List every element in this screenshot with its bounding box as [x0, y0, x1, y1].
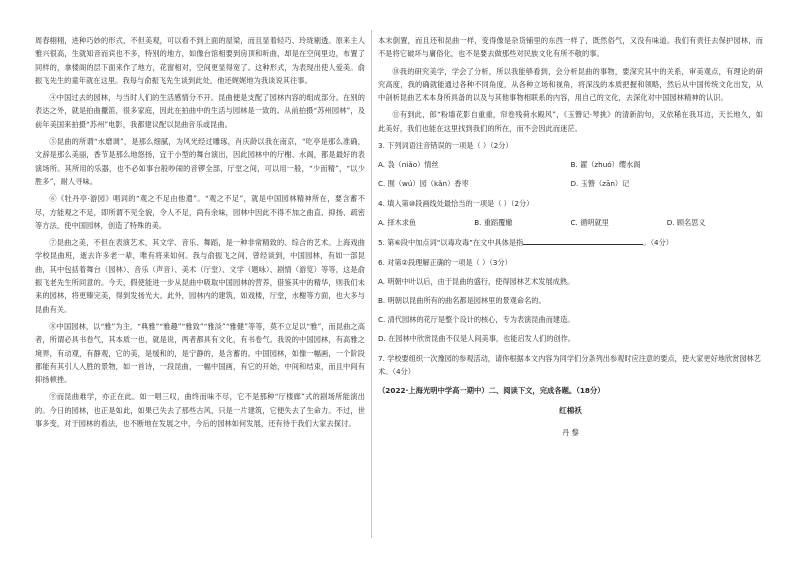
answer-blank[interactable] [523, 236, 643, 245]
option-a[interactable]: A. 择木求鱼 [378, 218, 417, 228]
option-a[interactable]: A. 袅（niǎo）情丝 [378, 160, 439, 170]
paragraph: ⑧中国园林，以“雅”为主，“典雅”“雅趣”“雅致”“雅淡”“雅健”等等，莫不立足以“雅”，而昆曲之高者，所谓必具书卷气，其本质一也，就是说，两者都具有文化，有书卷气。我说的中国园林，有高雅之境界，有动观，有静观，它的美，是缓和的，是宁静的，是含蓄的。中国园林，如像一幅画，一个阶段都能有其引人入胜的景物，如一首诗，一段昆曲，一幅中国画，有它的开始，中间和结束，而且中间有抑扬顿挫。 [35, 321, 365, 385]
paragraph: ⑩我的研究美学，学会了分析，所以我能够看到，会分析昆曲的事物，要深究其中的关系，审美观点，有理论的研究高度，我的确就能通过各种不同角度，从各种立场和视角，将深浅的本质把握和领略，然后从中国传统文化出发，从中剖析昆曲艺术本身所具备的以及与其他事物相联系的内容，用自己的文化，去深化对中国园林精神的认识。 [378, 66, 763, 103]
question-6: 6. 对第②段理解正确的一项是（ ）（3分） [378, 258, 512, 268]
question-3-options [378, 159, 763, 171]
option-d[interactable]: D. 顾名思义 [666, 218, 706, 228]
column-divider [371, 30, 372, 538]
question-4: 4. 填入第⑩段画线处最恰当的一项是（ ）（2分） [378, 199, 534, 209]
option-c[interactable]: C. 循明就里 [570, 218, 609, 228]
paragraph: ⑨而昆曲难学，亦正在此。如一唱三叹，曲终而味不尽，它不是那种“厅楼廊”式的剧场所能演出的。今日的园林，也正是如此，如果已失去了那些古风，只是一片建筑，它便失去了生命力。不过，世事多变，对于园林的看法，也不断地在发展之中，今后的园林如何发展，还有待于我们大家去探讨。 [35, 392, 365, 429]
paragraph: ④中国过去的园林，与当时人们的生活感情分不开。昆曲便是支配了园林内容的组成部分。在别的表达之外，就是拍曲擫笛，很多家庭，因此在拍曲中的生活与园林是一致的。从前拍摄“苏州园林”，及前年美国来拍摄“苏州”电影，我都建议配以昆曲音乐或昆曲。 [35, 93, 365, 129]
article-author: 丹 黎 [562, 428, 579, 438]
paragraph: ⑦昆曲之美，不但在表演艺术，其文学、音乐、舞蹈，是一种非常精致的、综合的艺术。上海戏曲学校昆曲班，逝去许多老一辈，唯有将来如何。我与俞振飞之间，曾经谈到，中国园林，有如一部昆曲，其中包括着舞台（园林）、音乐（声音）、美术（厅堂）、文学（题咏）、剧情（游览）等等，这是俞振飞老先生所同意的。今天，假使能进一步从昆曲中吸取中国园林的营养，借鉴其中的精华，则我们未来的园林，将更臻完美，得到发扬光大。此外，园林内的建筑，如戏楼，厅堂，水榭等方面，也大多与昆曲有关。 [35, 238, 365, 314]
option-c[interactable]: C. 清代园林的花厅是整个设计的核心，专为表演昆曲而建造。 [378, 315, 575, 325]
question-5-points: 。（4分） [643, 238, 673, 248]
left-column [35, 34, 365, 434]
paragraph: 周春栩栩，进种巧妙的形式，不但美观，可以看不到上面的屋梁，而且显着轻巧、玲珑剔透。原来主人雅兴很高，生就知音而宾也不多，特别的地方，如像台馆相要到房顶和听曲，却是在空间里边，布置了同样的，拿楼阁的层下面来作了地方，花窗相对，空间更显得宽了。这种形式，为表现出使人爱美。俞振飞先生的童年就在这里。我每与俞振飞先生谈到此处，他还娓娓地为我谈说其往事。 [35, 36, 365, 85]
section-heading: （2022·上海光明中学高一期中）二、阅读下文，完成各题。（18分） [378, 386, 605, 396]
option-d[interactable]: D. 玉簪（zān）记 [570, 179, 630, 189]
option-b[interactable]: B. 濯（zhuó）缨水阁 [570, 160, 641, 170]
option-b[interactable]: B. 重蹈覆辙 [474, 218, 513, 228]
paragraph: ⑤昆曲的所谓“水磨调”，是那么细腻，为风光经过雕琢，肖庆龄以我在南京，“吃亭是那么准确，文辞是那么美丽，香节是那么地悠扬，宜于小型的舞台演出，因此园林中的厅榭、水阁，都是最好的表演场所。其所用的乐器，也不必如事台般吵闹的音锣全部，厅堂之间，可以用一般，“少而精”，“以少胜多”，耐人寻味。 [35, 137, 365, 186]
question-5 [378, 236, 763, 249]
question-7: 7. 学校要组织一次豫园的参观活动，请你根据本文内容为同学们分条列出参观时应注意的要点，使大家更好地欣赏园林艺术。（4分） [378, 354, 761, 377]
option-d[interactable]: D. 在园林中欣赏昆曲不仅是人间美事，也能启发人们的创作。 [378, 334, 575, 344]
question-4-options [378, 217, 763, 229]
right-column [378, 34, 763, 438]
question-3: 3. 下列词语注音错误的一项是（ ）（2分） [378, 141, 513, 151]
paragraph: ⑪有到此，郎“粉墙花影自重重，帘卷残荷水殿风”，《玉簪记·琴挑》的清新韵句，又依稀在我耳边，天长地久，如此美好，我们也能在这里找到我们的所在，而不会因此而迷茫。 [378, 110, 763, 133]
paragraph: ⑥《牡丹亭·游园》唱词的“观之不足由他遣”。“观之不足”，就是中国园林精神所在，要含蓄不尽，方能观之不足，即所谓不见全貌，令人不足，尚有余味，园林中因此不得不加之曲直、抑扬、疏密等方法，使中国园林，创造了特殊的美。 [35, 194, 365, 230]
option-c[interactable]: C. 囿（wú）园（kǎn）香枣 [378, 179, 469, 189]
option-a[interactable]: A. 明朝中叶以后，由于昆曲的盛行，使得园林艺术发展成熟。 [378, 277, 575, 287]
question-5-text: 5. 第⑥段中加点词“以毒攻毒”在文中具体是指 [378, 238, 524, 248]
paragraph: 本末倒置，而且还和昆曲一样，变得像是杂货铺里的东西一样了，既然俗气，又没有味道。我们有责任去保护园林，而不是将它破坏与庸俗化，也不是要去做那些对民族文化有所不敬的事。 [378, 36, 763, 59]
question-3-options [378, 178, 763, 190]
option-b[interactable]: B. 明朝以昆曲所有的曲名都是园林里的景观命名的。 [378, 296, 546, 306]
article-title: 红棉袄 [559, 406, 582, 416]
